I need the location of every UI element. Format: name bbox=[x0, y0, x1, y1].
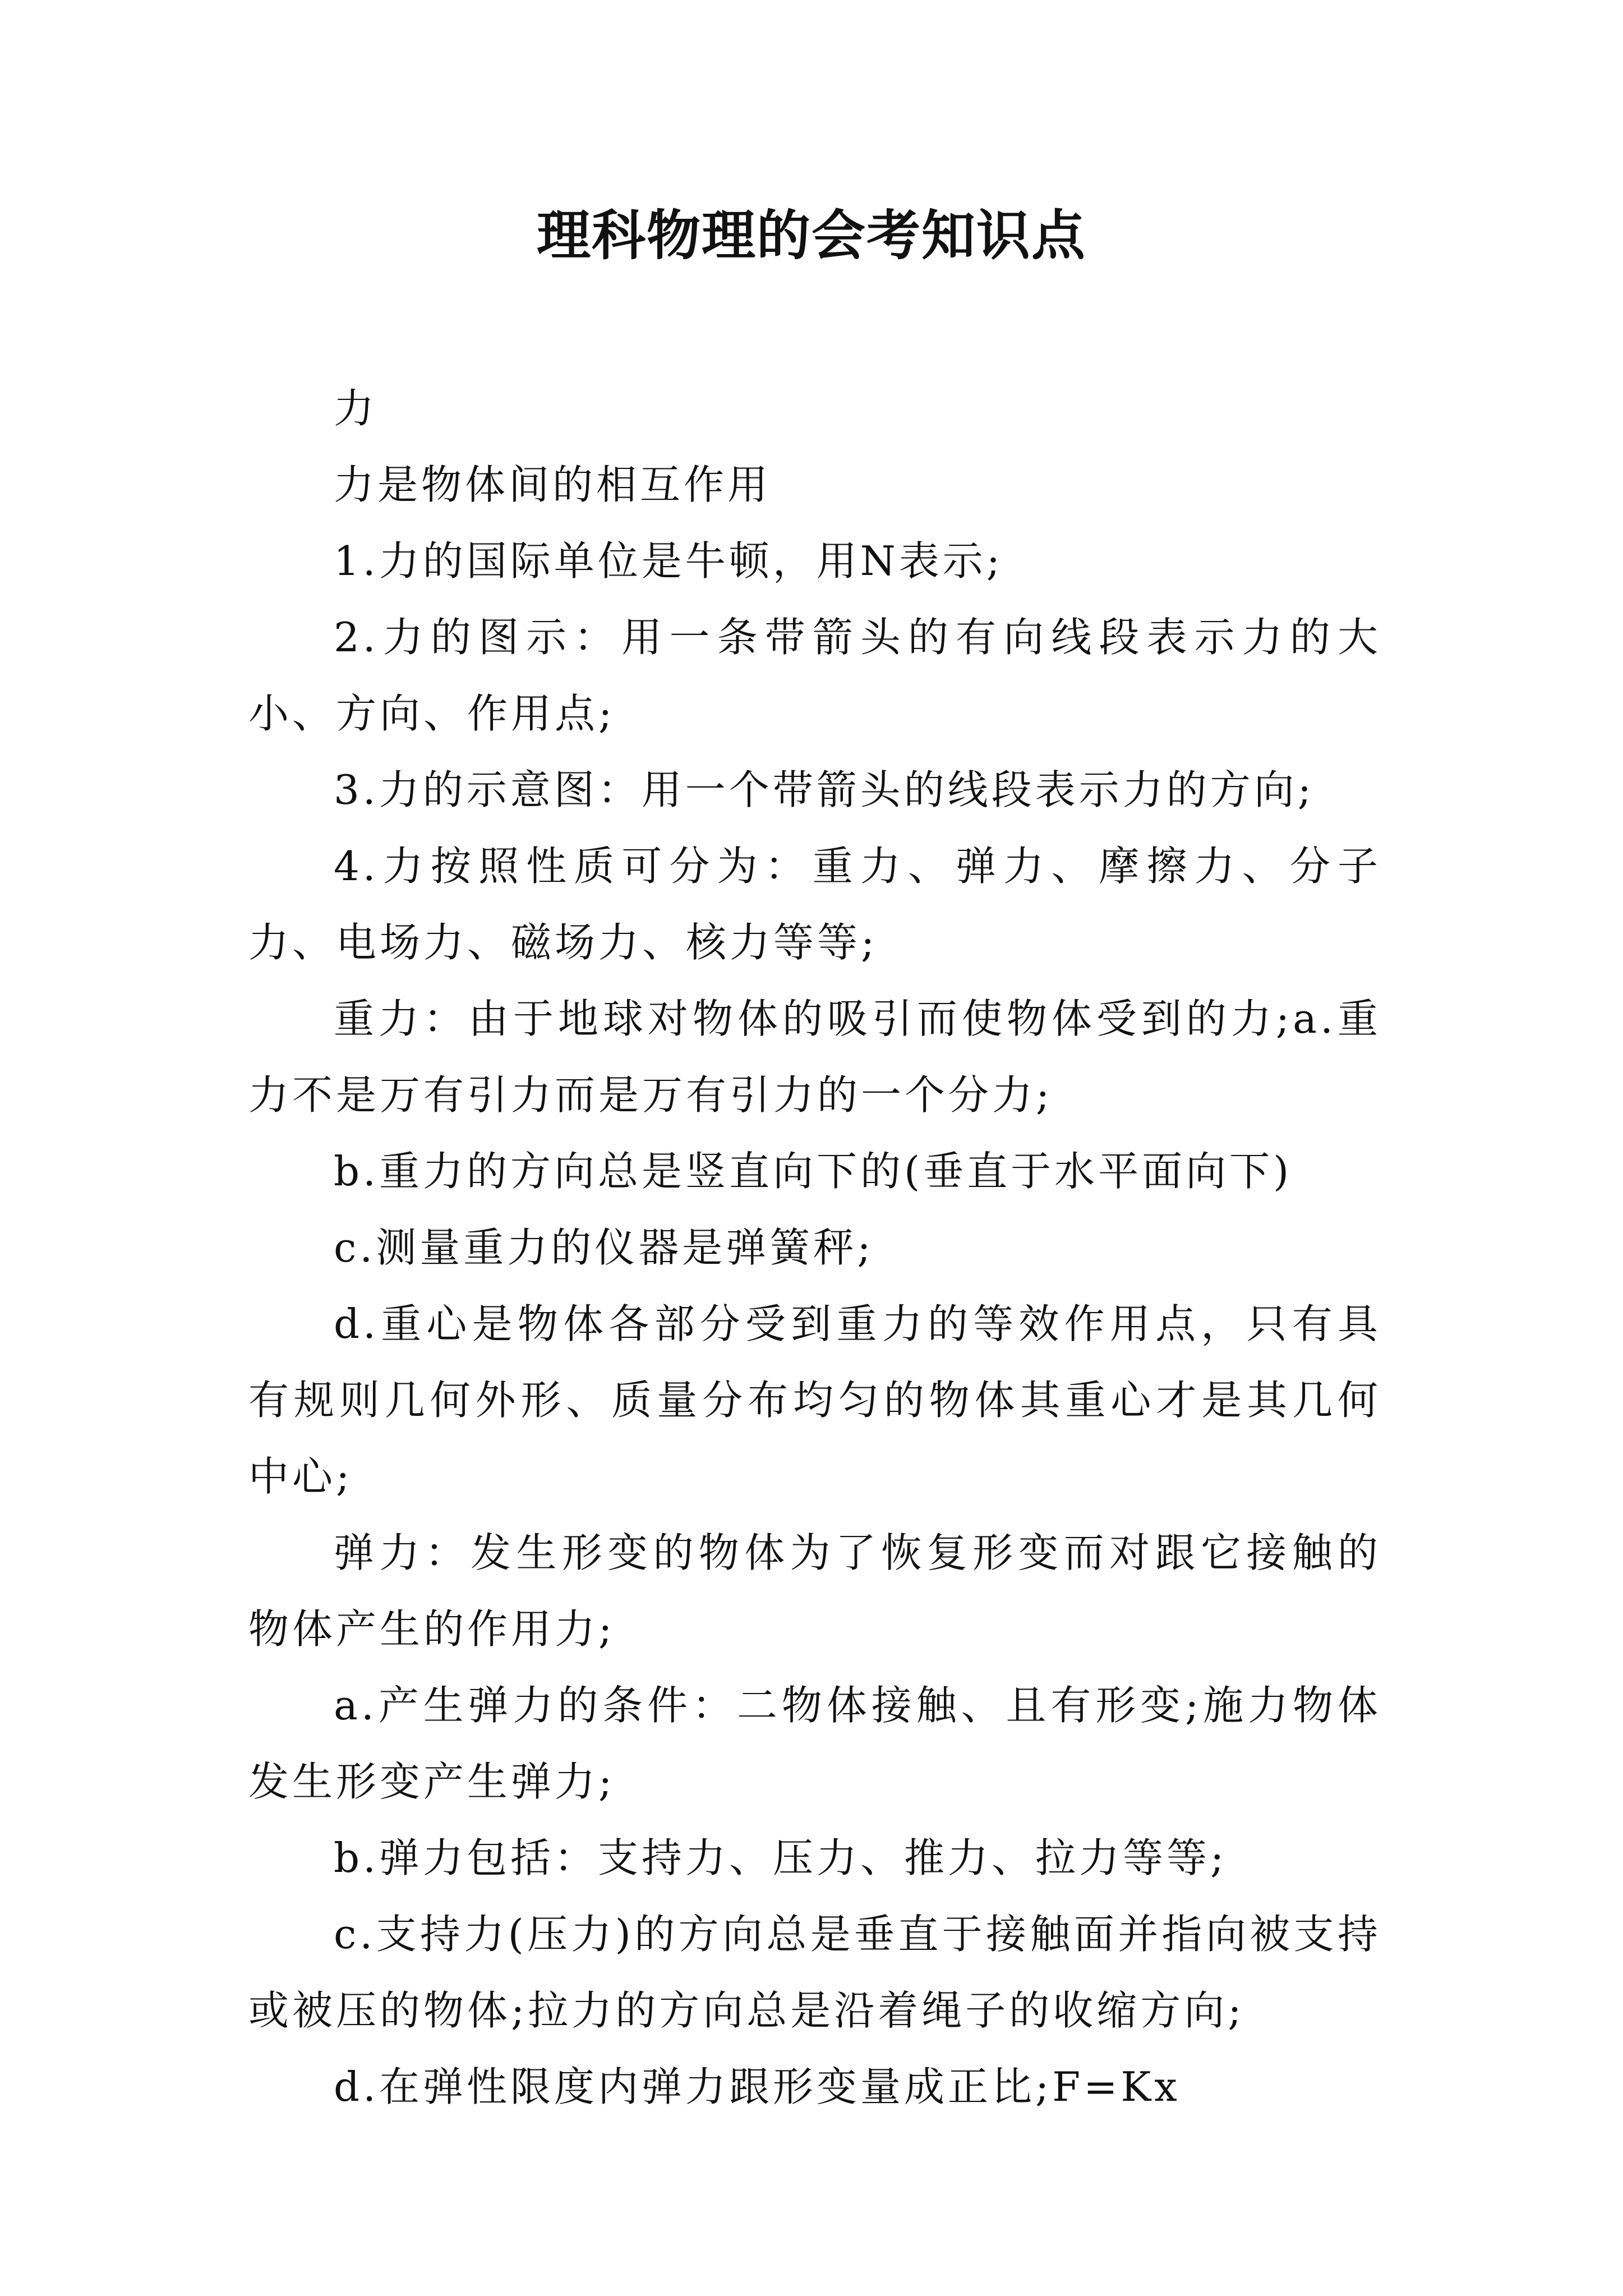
paragraph-force-diagram: 2.力的图示：用一条带箭头的有向线段表示力的大小、方向、作用点; bbox=[248, 614, 1381, 737]
paragraph-gravity-direction: b.重力的方向总是竖直向下的(垂直于水平面向下) bbox=[334, 1148, 1293, 1195]
paragraph-support-force-direction: c.支持力(压力)的方向总是垂直于接触面并指向被支持或被压的物体;拉力的方向总是沿着绳子的收缩方向; bbox=[248, 1911, 1381, 2034]
paragraph-elastic-force-types: b.弹力包括：支持力、压力、推力、拉力等等; bbox=[334, 1834, 1228, 1881]
paragraph-gravity-instrument: c.测量重力的仪器是弹簧秤; bbox=[334, 1224, 874, 1271]
paragraph-force-types: 4.力按照性质可分为：重力、弹力、摩擦力、分子力、电场力、磁场力、核力等等; bbox=[248, 843, 1381, 966]
paragraph-force-heading: 力 bbox=[334, 385, 378, 432]
paragraph-elastic-force-conditions: a.产生弹力的条件：二物体接触、且有形变;施力物体发生形变产生弹力; bbox=[248, 1682, 1381, 1805]
paragraph-force-unit: 1.力的国际单位是牛顿，用N表示; bbox=[334, 537, 1003, 585]
document-body bbox=[248, 370, 1381, 2125]
paragraph-force-sketch: 3.力的示意图：用一个带箭头的线段表示力的方向; bbox=[334, 766, 1315, 813]
paragraph-gravity-definition: 重力：由于地球对物体的吸引而使物体受到的力;a.重力不是万有引力而是万有引力的一个分力; bbox=[248, 995, 1381, 1119]
paragraph-force-definition: 力是物体间的相互作用 bbox=[334, 461, 772, 508]
document-title: 理科物理的会考知识点 bbox=[537, 204, 1086, 267]
paragraph-center-of-gravity: d.重心是物体各部分受到重力的等效作用点，只有具有规则几何外形、质量分布均匀的物体其重心才是其几何中心; bbox=[248, 1300, 1381, 1500]
paragraph-hookes-law: d.在弹性限度内弹力跟形变量成正比;F=Kx bbox=[334, 2063, 1181, 2110]
paragraph-elastic-force-definition: 弹力：发生形变的物体为了恢复形变而对跟它接触的物体产生的作用力; bbox=[248, 1529, 1381, 1653]
